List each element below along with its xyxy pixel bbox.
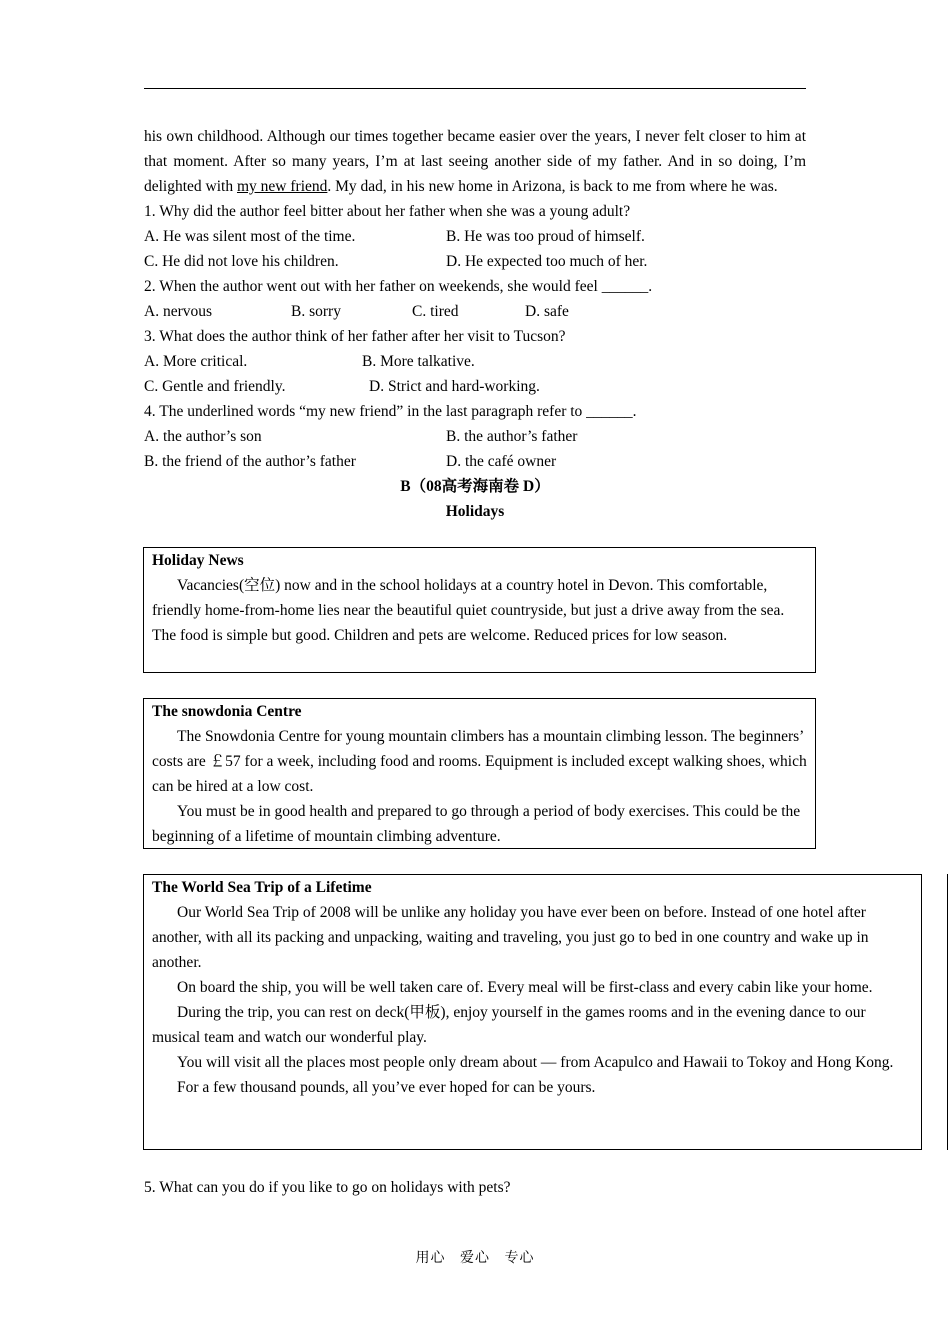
option: C. He did not love his children. xyxy=(144,253,339,270)
question-2-options xyxy=(144,299,806,324)
question-1-options-row-1 xyxy=(144,224,806,249)
question-5-stem: 5. What can you do if you like to go on holidays with pets? xyxy=(144,1179,511,1196)
option: D. He expected too much of her. xyxy=(446,253,648,270)
ad-paragraph: On board the ship, you will be well taken care of. Every meal will be first-class and every cabin like your home. xyxy=(177,979,873,996)
page-footer xyxy=(0,1246,950,1271)
option: B. sorry xyxy=(291,303,341,320)
question-3-options-row-2 xyxy=(144,374,806,399)
option: A. More critical. xyxy=(144,353,248,370)
ad-paragraph: You will visit all the places most people only dream about — from Acapulco and Hawaii to Tokoy and Hong Kong. xyxy=(177,1054,894,1071)
footer-text: 爱心 xyxy=(460,1251,490,1266)
page-content xyxy=(144,124,806,524)
ad-paragraph: The Snowdonia Centre for young mountain climbers has a mountain climbing lesson. The beginners’ costs are ￡57 for a week, including food and rooms. Equipment is included except walking shoes, which can be hired at a low cost. xyxy=(152,728,807,795)
question-1-options-row-2 xyxy=(144,249,806,274)
option: B. More talkative. xyxy=(362,353,475,370)
question-3-stem: 3. What does the author think of her father after her visit to Tucson? xyxy=(144,328,566,345)
question-1-stem: 1. Why did the author feel bitter about her father when she was a young adult? xyxy=(144,203,631,220)
option: D. the café owner xyxy=(446,453,557,470)
question-4-options-row-1 xyxy=(144,424,806,449)
section-label: B（08高考海南卷 D） xyxy=(400,478,550,495)
option: B. the author’s father xyxy=(446,428,578,445)
underlined-phrase: my new friend xyxy=(237,178,328,195)
question-3-options-row-1 xyxy=(144,349,806,374)
option: A. the author’s son xyxy=(144,428,262,445)
ad-box-snowdonia-centre xyxy=(143,698,816,849)
footer-text: 用心 xyxy=(415,1251,446,1266)
option: C. Gentle and friendly. xyxy=(144,378,286,395)
option: A. He was silent most of the time. xyxy=(144,228,356,245)
ad-paragraph: For a few thousand pounds, all you’ve ever hoped for can be yours. xyxy=(177,1079,596,1096)
ad-title: The World Sea Trip of a Lifetime xyxy=(152,879,372,896)
option: C. tired xyxy=(412,303,459,320)
footer-text: 专心 xyxy=(504,1251,535,1266)
ad-box-holiday-news xyxy=(143,547,816,673)
page-edge-line xyxy=(947,874,948,1150)
header-rule xyxy=(144,88,806,89)
option: A. nervous xyxy=(144,303,213,320)
option: D. Strict and hard-working. xyxy=(369,378,540,395)
option: B. the friend of the author’s father xyxy=(144,453,356,470)
question-4-options-row-2 xyxy=(144,449,806,474)
question-4-stem: 4. The underlined words “my new friend” in the last paragraph refer to ______. xyxy=(144,403,637,420)
ad-paragraph: Vacancies(空位) now and in the school holidays at a country hotel in Devon. This comfortable, friendly home-from-home lies near the beautiful quiet countryside, but just a drive away from the sea. The food is simple but good. Children and pets are welcome. Reduced prices for low season. xyxy=(152,577,785,644)
passage-end xyxy=(144,124,806,199)
ad-paragraph: You must be in good health and prepared to go through a period of body exercises. This could be the beginning of a lifetime of mountain climbing adventure. xyxy=(152,803,801,845)
ad-paragraph: Our World Sea Trip of 2008 will be unlike any holiday you have ever been on before. Instead of one hotel after another, with all its packing and unpacking, waiting and traveling, you just go to bed in one country and wake up in another. xyxy=(152,904,869,971)
option: B. He was too proud of himself. xyxy=(446,228,645,245)
ad-paragraph: During the trip, you can rest on deck(甲板), enjoy yourself in the games rooms and in the evening dance to our musical team and watch our wonderful play. xyxy=(152,1004,866,1046)
question-2-stem: 2. When the author went out with her father on weekends, she would feel ______. xyxy=(144,278,653,295)
ad-title: Holiday News xyxy=(152,552,244,569)
passage-text-after: . My dad, in his new home in Arizona, is back to me from where he was. xyxy=(327,178,778,195)
passage-text-before: his own childhood. Although our times together became easier over the years, I never felt closer to him at that moment. After so many years, I’m at last seeing another side of my father. And in so doing, I’m delighted with xyxy=(144,128,806,195)
option: D. safe xyxy=(525,303,569,320)
section-title: Holidays xyxy=(445,503,505,520)
ad-title: The snowdonia Centre xyxy=(152,703,302,720)
ad-box-world-sea-trip xyxy=(143,874,922,1150)
